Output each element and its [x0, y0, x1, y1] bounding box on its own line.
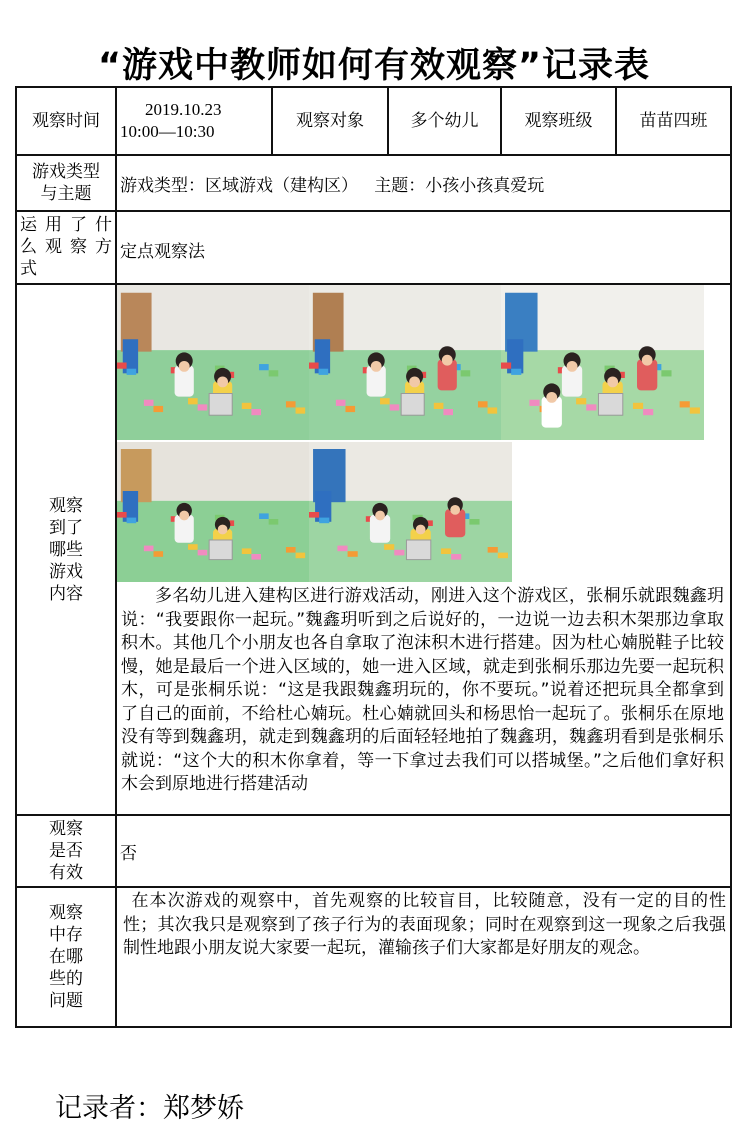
row-effective [16, 815, 731, 887]
classroom-photo [117, 285, 309, 440]
label-line: 哪些 [49, 539, 83, 560]
label-line: 么观察方 [20, 237, 112, 257]
classroom-photo [117, 442, 309, 582]
observation-paragraph: 多名幼儿进入建构区进行游戏活动，刚进入这个游戏区，张桐乐就跟魏鑫玥说：“我要跟你一起玩。”魏鑫玥听到之后说好的，一边说一边去积木架那边拿取积木。其他几个小朋友也各自拿取了泡沫积木进行搭建。因为杜心婻脱鞋子比较慢，她是最后一个进入区域的，她一进入区域，就走到张桐乐那边先要一起玩积木，可是张桐乐说：“这是我跟魏鑫玥玩的，你不要玩。”说着还把玩具全都拿到了自己的面前，不给杜心婻玩。杜心婻就回头和杨思怡一起玩了。张桐乐在原地没有等到魏鑫玥，就走到魏鑫玥的后面轻轻地拍了魏鑫玥，魏鑫玥看到是张桐乐就说：“这个大的积木你拿着，等一下拿过去我们可以搭城堡。”之后他们拿好积木会到原地进行搭建活动 [121, 586, 724, 794]
label-line: 是否 [49, 841, 83, 861]
row-problems [16, 887, 731, 1027]
target-label: 观察对象 [272, 87, 388, 155]
page-title: “游戏中教师如何有效观察”记录表 [97, 46, 650, 86]
row-game-type [16, 155, 731, 211]
problems-paragraph: 在本次游戏的观察中，首先观察的比较盲目，比较随意，没有一定的目的性性；其次我只是观察到了孩子行为的表面现象；同时在观察到这一现象之后我强制性地跟小朋友说大家要一起玩，灌输孩子们大家都是好朋友的观念。 [123, 891, 726, 958]
label-line: 到了 [49, 517, 83, 538]
method-content: 定点观察法 [116, 211, 731, 284]
observation-record-table [15, 86, 732, 1028]
label-line: 游戏 [49, 561, 83, 582]
label-line: 在哪 [49, 947, 83, 967]
label-line: 与主题 [40, 184, 92, 204]
photo-collage [117, 285, 730, 585]
classroom-photo [309, 442, 512, 582]
classroom-photo [501, 285, 704, 440]
label-line: 游戏类型 [32, 162, 100, 182]
effective-label [16, 815, 116, 887]
label-line: 观察 [49, 819, 83, 839]
effective-content: 否 [116, 815, 731, 887]
class-label: 观察班级 [501, 87, 616, 155]
class-value: 苗苗四班 [616, 87, 731, 155]
row-content [16, 284, 731, 815]
row-time [16, 87, 731, 155]
classroom-photo [309, 285, 501, 440]
label-line: 有效 [49, 863, 83, 883]
row-method [16, 211, 731, 284]
problems-content [116, 887, 731, 1027]
label-line: 中存 [49, 925, 83, 945]
problems-label [16, 887, 116, 1027]
time-label: 观察时间 [16, 87, 116, 155]
content-cell [116, 284, 731, 815]
content-label [16, 284, 116, 815]
game-type-content: 游戏类型：区域游戏（建构区） 主题：小孩小孩真爱玩 [116, 155, 731, 211]
time-value [116, 87, 272, 155]
label-line: 些的 [49, 969, 83, 989]
recorder-signature: 记录者：郑梦娇 [55, 1093, 244, 1124]
game-type-label [16, 155, 116, 211]
date-text: 2019.10.23 [145, 100, 222, 119]
label-line: 式 [20, 259, 37, 279]
label-line: 问题 [49, 991, 83, 1011]
target-value: 多个幼儿 [388, 87, 501, 155]
label-line: 观察 [49, 495, 83, 516]
label-line: 观察 [49, 903, 83, 923]
label-line: 运用了什 [20, 215, 112, 235]
label-line: 内容 [49, 583, 83, 604]
method-label [16, 211, 116, 284]
time-range-text: 10:00—10:30 [120, 122, 215, 141]
